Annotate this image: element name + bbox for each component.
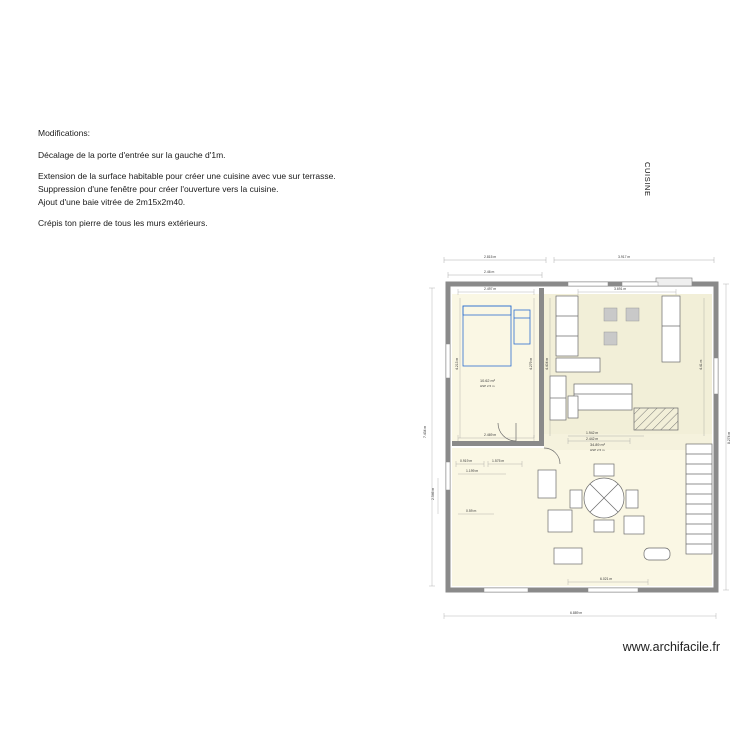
dim-low-c: 1.575 m [492,459,505,463]
notes-line-5: Crépis ton pierre de tous les murs extérieurs. [38,218,208,229]
dim-mid-small: 2.442 m [586,437,599,441]
floor-plan [418,248,738,638]
staircase [686,444,712,554]
dim-room2-right: 4.41 m [699,359,703,370]
notes-line-4: Ajout d'une baie vitrée de 2m15x2m40. [38,196,186,207]
dim-room1-left: 4.213 m [455,357,459,370]
dim-bottom-inner: 6.021 m [600,577,613,581]
notes-heading: Modifications: [38,128,90,138]
watermark-archifacile: www.archifacile.fr [622,640,720,654]
dim-right-total: 8.274 m [727,431,731,444]
dim-mid-horizontal: 2.469 m [484,433,497,437]
notes-line-1: Décalage de la porte d'entrée sur la gauche d'1m. [38,149,226,160]
dim-top-inner-left: 2.46 m [484,270,495,274]
dim-left-total: 7.434 m [423,425,427,438]
dim-mid-horizontal-2: 1.942 m [586,431,599,435]
dim-top-outer-right: 3.917 m [618,255,631,259]
dim-top-outer-left: 2.815 m [484,255,497,259]
dim-low-mid: 0.59 m [466,509,477,513]
dim-room1-right: 4.279 m [529,357,533,370]
dim-room1-top: 2.497 m [484,287,497,291]
dim-low-a: 0.919 m [460,459,473,463]
dim-room2-left: 4.404 m [545,357,549,370]
dim-room2-top: 3.691 m [614,287,627,291]
modifications-notes [38,128,458,229]
dim-low-left: 2.546 m [431,487,435,500]
notes-line-2: Extension de la surface habitable pour créer une cuisine avec vue sur terrasse. [38,171,336,182]
cuisine-vertical-label: CUISINE [643,162,652,197]
room-label-hsp-1: HSP 2.5 m [480,384,495,388]
dim-low-b: 1.199 m [466,469,479,473]
notes-line-3: Suppression d'une fenêtre pour créer l'ouverture vers la cuisine. [38,183,279,194]
room-label-hsp-2: HSP 2.5 m [590,448,605,452]
dim-bottom-outer: 6.889 m [570,611,583,615]
room-label-area-1: 10.62 m² [480,379,495,383]
room-label-area-2: 34.89 m² [590,443,605,447]
